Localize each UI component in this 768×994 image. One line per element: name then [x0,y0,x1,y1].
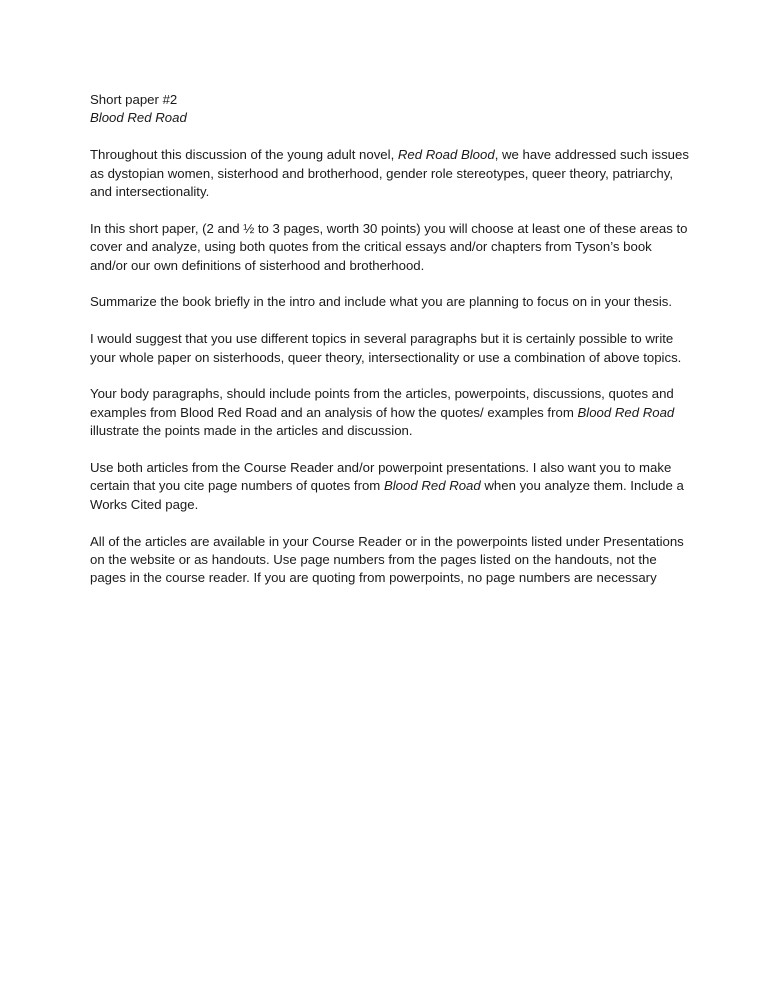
paragraph-sources: Use both articles from the Course Reader and/or powerpoint presentations. I also want you to make certain that you cite page numbers of quotes from Blood Red Road when you analyze them. Include a Works Cited page. [90,460,684,512]
paragraph-body: Your body paragraphs, should include points from the articles, powerpoints, discussions, quotes and examples from Blood Red Road and an analysis of how the quotes/ examples from Blood Red Road illustrate the points made in the articles and discussion. [90,386,675,439]
document-body [90,91,690,606]
document-heading [90,91,690,128]
paragraph-topics: I would suggest that you use different topics in several paragraphs but it is certainly possible to write your whole paper on sisterhoods, queer theory, intersectionality or use a combination of above topics. [90,331,682,365]
paragraph-requirements: In this short paper, (2 and ½ to 3 pages, worth 30 points) you will choose at least one of these areas to cover and analyze, using both quotes from the critical essays and/or chapters from Tyson’s book and/or our own definitions of sisterhood and brotherhood. [90,220,688,273]
paragraph-articles: All of the articles are available in your Course Reader or in the powerpoints listed under Presentations on the website or as handouts. Use page numbers from the pages listed on the handouts, not the pages in the course reader. If you are quoting from powerpoints, no page numbers are necessary [90,533,684,586]
assignment-number: Short paper #2 [90,92,178,107]
book-title: Blood Red Road [90,110,187,126]
paragraph-summary: Summarize the book briefly in the intro and include what you are planning to focus on in your thesis. [90,294,673,310]
paragraph-intro: Throughout this discussion of the young adult novel, Red Road Blood, we have addressed such issues as dystopian women, sisterhood and brotherhood, gender role stereotypes, queer theory, patriarchy, and intersectionality. [90,147,689,200]
